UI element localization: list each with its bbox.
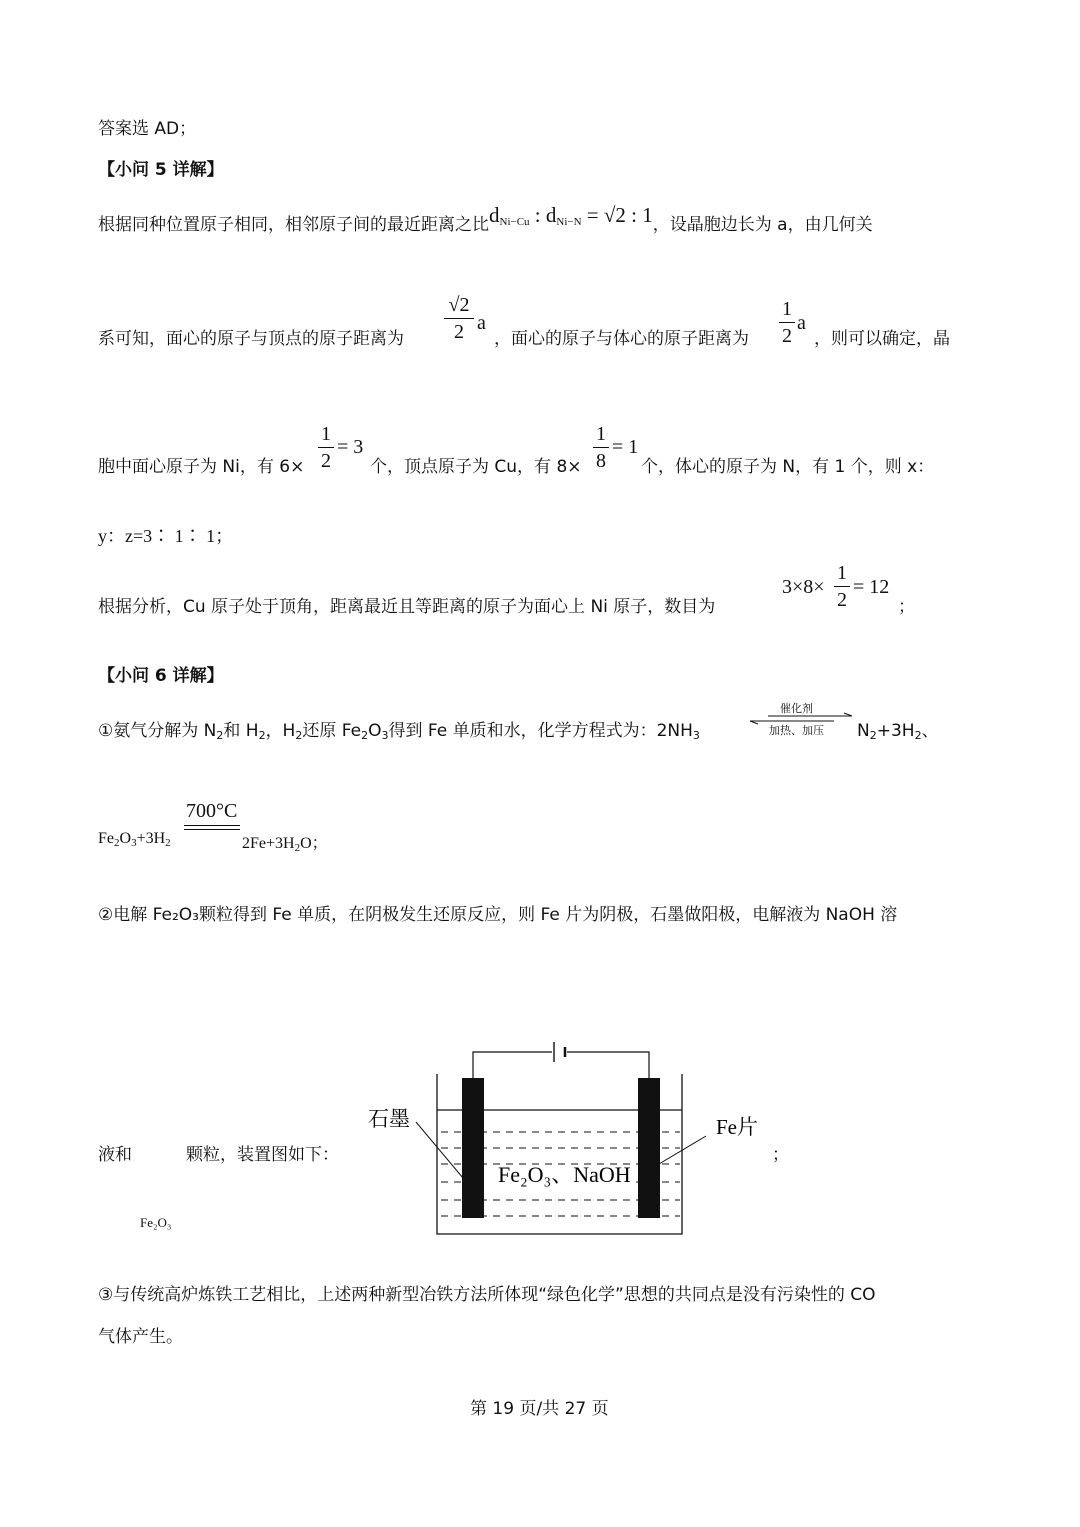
q5-line3c: 个，体心的原子为 N，有 1 个，则 x： <box>641 457 935 477</box>
heat-pressure-label: 加热、加压 <box>769 724 824 737</box>
fraction-1-over-2-c: 1 2 <box>834 562 850 611</box>
q5-heading: 【小问 5 详解】 <box>98 160 224 180</box>
q6-line1: ①氨气分解为 $N_2$和 $H_2$，$H_2$还原 $Fe_2O_3$得到 Fe 单质和水，化学方程式为：$2NH_3$ <box>98 721 700 742</box>
q6-line4-end: ； <box>772 1145 789 1165</box>
fe2o3-formula: Fe₂O₃ <box>140 1215 172 1230</box>
q5-line2a: 系可知，面心的原子与顶点的原子距离为 <box>98 329 404 349</box>
q5-line5: 根据分析，Cu 原子处于顶角，距离最近且等距离的原子为面心上 Ni 原子，数目为 <box>98 597 716 617</box>
answer-line: 答案选 AD； <box>98 119 197 139</box>
q6-line1-products: $N_2+3H_2$、 <box>857 721 939 742</box>
electrolysis-apparatus <box>360 1036 758 1238</box>
q6-line3: ②电解 Fe₂O₃颗粒得到 Fe 单质，在阴极发生还原反应，则 Fe 片为阴极，石墨做阳极，电解液为 NaOH 溶 <box>98 905 898 925</box>
q5-ratio-xyz: y：z=3∶ 1∶ 1； <box>98 526 234 546</box>
q5-line3a: 胞中面心原子为 Ni，有 6× <box>98 457 305 477</box>
iron-electrode <box>638 1078 660 1218</box>
fe-plate-label: Fe片 <box>716 1115 758 1139</box>
temperature-condition: 700°C <box>186 800 238 822</box>
wire-left <box>473 1052 552 1078</box>
graphite-label: 石墨 <box>368 1107 410 1131</box>
q5-line2b: ，面心的原子与体心的原子距离为 <box>494 329 749 349</box>
distance-ratio: $d_{Ni-Cu}$ : $d_{Ni-N} = √2$ : 1 <box>489 203 653 228</box>
frac2-a: a <box>797 312 806 334</box>
frac1-a: a <box>477 312 486 334</box>
q6-line4a: 液和 <box>98 1145 132 1165</box>
page-footer: 第 19 页/共 27 页 <box>470 1399 609 1419</box>
frac5-pre: 3×8× <box>782 576 825 598</box>
eq2-left: $Fe_2O_3+3H_2$ <box>98 830 171 849</box>
frac4-eq: = 1 <box>612 436 639 458</box>
q6-line6: 气体产生。 <box>98 1327 183 1347</box>
graphite-electrode <box>462 1078 484 1218</box>
frac3-eq: = 3 <box>337 436 364 458</box>
q5-line2c: ，则可以确定，晶 <box>814 329 950 349</box>
double-line-sign <box>184 824 240 832</box>
frac5-eq: = 12 <box>853 576 890 598</box>
catalyst-label: 催化剂 <box>780 702 813 715</box>
q5-line5-end: ； <box>898 597 915 617</box>
q6-heading: 【小问 6 详解】 <box>98 666 224 686</box>
q5-line1 <box>98 203 873 236</box>
fraction-1-over-8: 1 8 <box>593 423 609 472</box>
fraction-1-over-2: 1 2 <box>779 298 795 347</box>
wire-right <box>567 1052 649 1078</box>
q6-line4b: 颗粒，装置图如下： <box>186 1145 339 1165</box>
q5-line1-post: ，设晶胞边长为 a，由几何关 <box>652 215 873 235</box>
q5-line3b: 个，顶点原子为 Cu，有 8× <box>370 457 582 477</box>
fraction-sqrt2-over-2: √2 2 <box>444 294 474 343</box>
fraction-1-over-2-b: 1 2 <box>318 423 334 472</box>
eq2-right: $2Fe+3H_2O$； <box>242 835 328 854</box>
graphite-leader <box>416 1122 463 1178</box>
q5-line1-pre: 根据同种位置原子相同，相邻原子间的最近距离之比 <box>98 215 489 235</box>
solution-label: Fe₂O₃、NaOH <box>498 1162 631 1187</box>
q6-line5: ③与传统高炉炼铁工艺相比，上述两种新型冶铁方法所体现“绿色化学”思想的共同点是没有污染性的 CO <box>98 1285 876 1305</box>
